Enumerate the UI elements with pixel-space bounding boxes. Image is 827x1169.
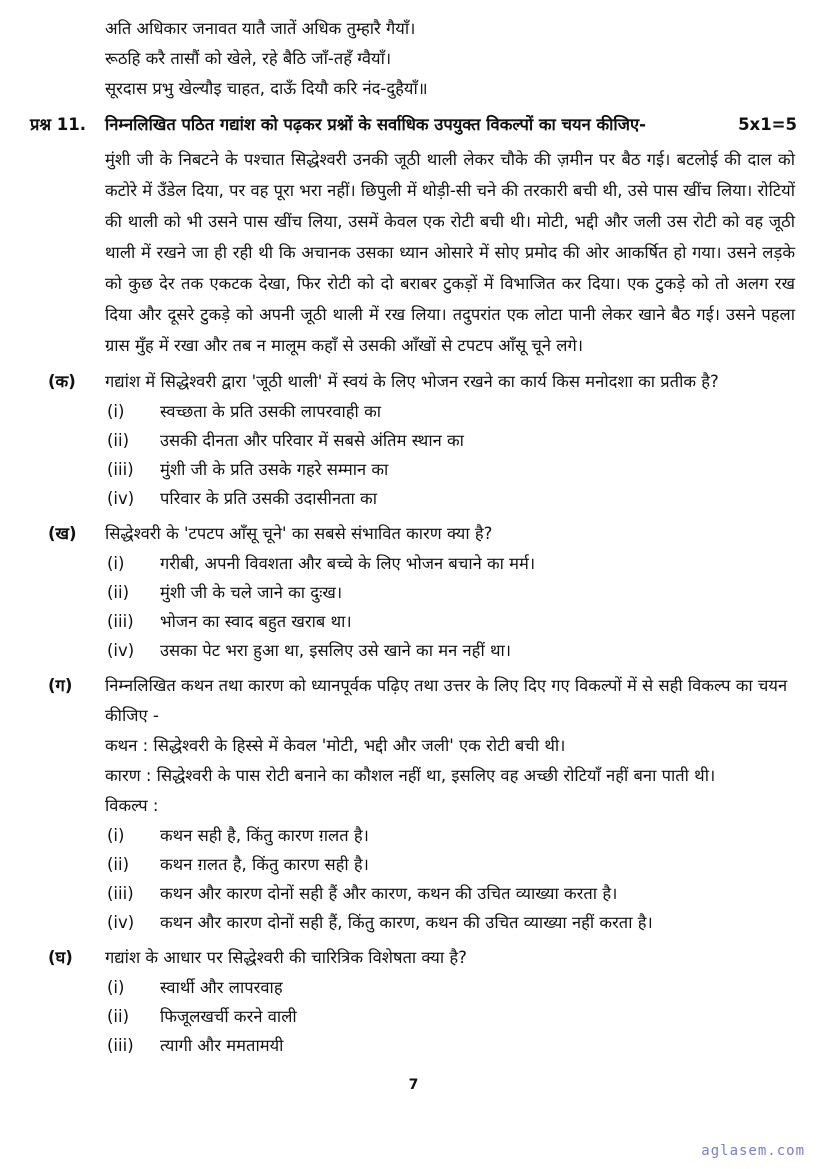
option-number: (i) [107,554,125,573]
question-11-header [30,110,797,140]
page-number: 7 [408,1077,419,1093]
option-row [107,879,795,908]
option-row [107,549,795,578]
option-row [107,578,795,607]
question-marks: 5x1=5 [738,115,797,134]
option-row [107,908,795,937]
option-text: स्वच्छता के प्रति उसकी लापरवाही का [160,402,382,421]
question-number: प्रश्न 11. [30,115,87,134]
subq-label: (क) [48,372,76,391]
poem-line: सूरदास प्रभु खेल्यौइ चाहत, दाऊँ दियौ करि नंद-दुहैयाँ॥ [105,79,428,98]
subq-options [0,549,827,665]
option-number: (ii) [107,1007,130,1026]
subq-text: सिद्धेश्वरी के 'टपटप आँसू चूने' का सबसे संभावित कारण क्या है? [105,524,493,543]
option-number: (iii) [107,460,134,479]
subq-options [0,821,827,937]
sub-question [0,519,827,665]
option-row [107,455,795,484]
option-text: मुंशी जी के प्रति उसके गहरे सम्मान का [160,460,389,479]
option-text: कथन ग़लत है, किंतु कारण सही है। [160,855,369,874]
passage-text: मुंशी जी के निबटने के पश्चात सिद्धेश्वरी उनकी जूठी थाली लेकर चौके की ज़मीन पर बैठ गई। बटलोई की दाल को कटोरे में उँडेल दिया, पर वह पूरा भरा नहीं। छिपुली में थोड़ी-सी चने की तरकारी बची थी, उसे पास खींच लिया। रोटियों की थाली को भी उसने पास खींच लिया, उसमें केवल एक रोटी बची थी। मोटी, भद्दी और जली उस रोटी को वह जूठी थाली में रखने जा ही रही थी कि अचानक उसका ध्यान ओसारे में सोए प्रमोद की ओर आकर्षित हो गया। उसने लड़के को कुछ देर तक एकटक देखा, फिर रोटी को दो बराबर टुकड़ों में विभाजित कर दिया। एक टुकड़े को तो अलग रख दिया और दूसरे टुकड़े को अपनी जूठी थाली में रख लिया। तदुपरांत एक लोटा पानी लेकर खाने बैठ गई। उसने पहला ग्रास मुँह में रखा और तब न मालूम कहाँ से उसकी आँखों से टपटप आँसू चूने लगे। [105,150,795,355]
option-text: कथन और कारण दोनों सही हैं, किंतु कारण, कथन की उचित व्याख्या नहीं करता है। [160,913,653,932]
subq-text: गद्यांश में सिद्धेश्वरी द्वारा 'जूठी थाली' में स्वयं के लिए भोजन रखने का कार्य किस मनोदशा का प्रतीक है? [105,372,719,391]
option-number: (i) [107,402,125,421]
sub-question [0,367,827,513]
option-number: (iv) [107,913,135,932]
poem-block [105,14,795,104]
subq-label: (ख) [48,524,77,543]
sub-question-head [48,519,795,549]
option-text: परिवार के प्रति उसकी उदासीनता का [160,489,377,508]
option-number: (ii) [107,855,130,874]
option-number: (iv) [107,641,135,660]
option-text: स्वार्थी और लापरवाह [160,978,283,997]
option-number: (ii) [107,431,130,450]
statement-line: कारण : सिद्धेश्वरी के पास रोटी बनाने का कौशल नहीं था, इसलिए वह अच्छी रोटियाँ नहीं बना पाती थी। [105,766,716,785]
option-text: कथन सही है, किंतु कारण ग़लत है। [160,826,369,845]
option-row [107,821,795,850]
subq-text: निम्नलिखित कथन तथा कारण को ध्यानपूर्वक पढ़िए तथा उत्तर के लिए दिए गए विकल्पों में से सही विकल्प का चयन कीजिए - [105,676,788,725]
option-row [107,397,795,426]
sub-questions-container [0,367,827,1060]
option-number: (i) [107,978,125,997]
option-number: (i) [107,826,125,845]
sub-question [0,943,827,1060]
statement-line: विकल्प : [105,796,159,815]
watermark-text: aglasem.com [701,1143,805,1159]
option-row [107,484,795,513]
option-text: गरीबी, अपनी विवशता और बच्चे के लिए भोजन बचाने का मर्म। [160,554,536,573]
subq-options [0,397,827,513]
sub-question [0,671,827,937]
option-number: (iii) [107,884,134,903]
option-text: कथन और कारण दोनों सही हैं और कारण, कथन की उचित व्याख्या करता है। [160,884,618,903]
option-text: उसका पेट भरा हुआ था, इसलिए उसे खाने का मन नहीं था। [160,641,512,660]
statement-line: कथन : सिद्धेश्वरी के हिस्से में केवल 'मोटी, भद्दी और जली' एक रोटी बची थी। [105,736,566,755]
option-row [107,426,795,455]
option-row [107,607,795,636]
option-text: भोजन का स्वाद बहुत खराब था। [160,612,352,631]
sub-question-head [48,367,795,397]
option-text: मुंशी जी के चले जाने का दुःख। [160,583,343,602]
option-text: फिजूलखर्ची करने वाली [160,1007,297,1026]
poem-line: रूठहि करै तासौं को खेले, रहे बैठि जाँ-तहँ ग्वैयाँ। [105,49,392,68]
poem-line: अति अधिकार जनावत यातै जातें अधिक तुम्हारै गैयाँ। [105,19,416,38]
option-number: (iii) [107,612,134,631]
option-row [107,1002,795,1031]
option-number: (ii) [107,583,130,602]
subq-options [0,973,827,1060]
option-row [107,850,795,879]
option-row [107,1031,795,1060]
option-number: (iv) [107,489,135,508]
option-text: त्यागी और ममतामयी [160,1036,284,1055]
option-row [107,636,795,665]
sub-question-head [48,671,795,731]
subq-text: गद्यांश के आधार पर सिद्धेश्वरी की चारित्रिक विशेषता क्या है? [105,948,467,967]
subq-label: (घ) [48,948,73,967]
sub-question-head [48,943,795,973]
option-row [107,973,795,1002]
subq-pre-lines [0,731,827,821]
option-text: उसकी दीनता और परिवार में सबसे अंतिम स्थान का [160,431,464,450]
subq-label: (ग) [48,676,73,695]
question-instruction: निम्नलिखित पठित गद्यांश को पढ़कर प्रश्नों के सर्वाधिक उपयुक्त विकल्पों का चयन कीजिए- [105,115,646,134]
option-number: (iii) [107,1036,134,1055]
